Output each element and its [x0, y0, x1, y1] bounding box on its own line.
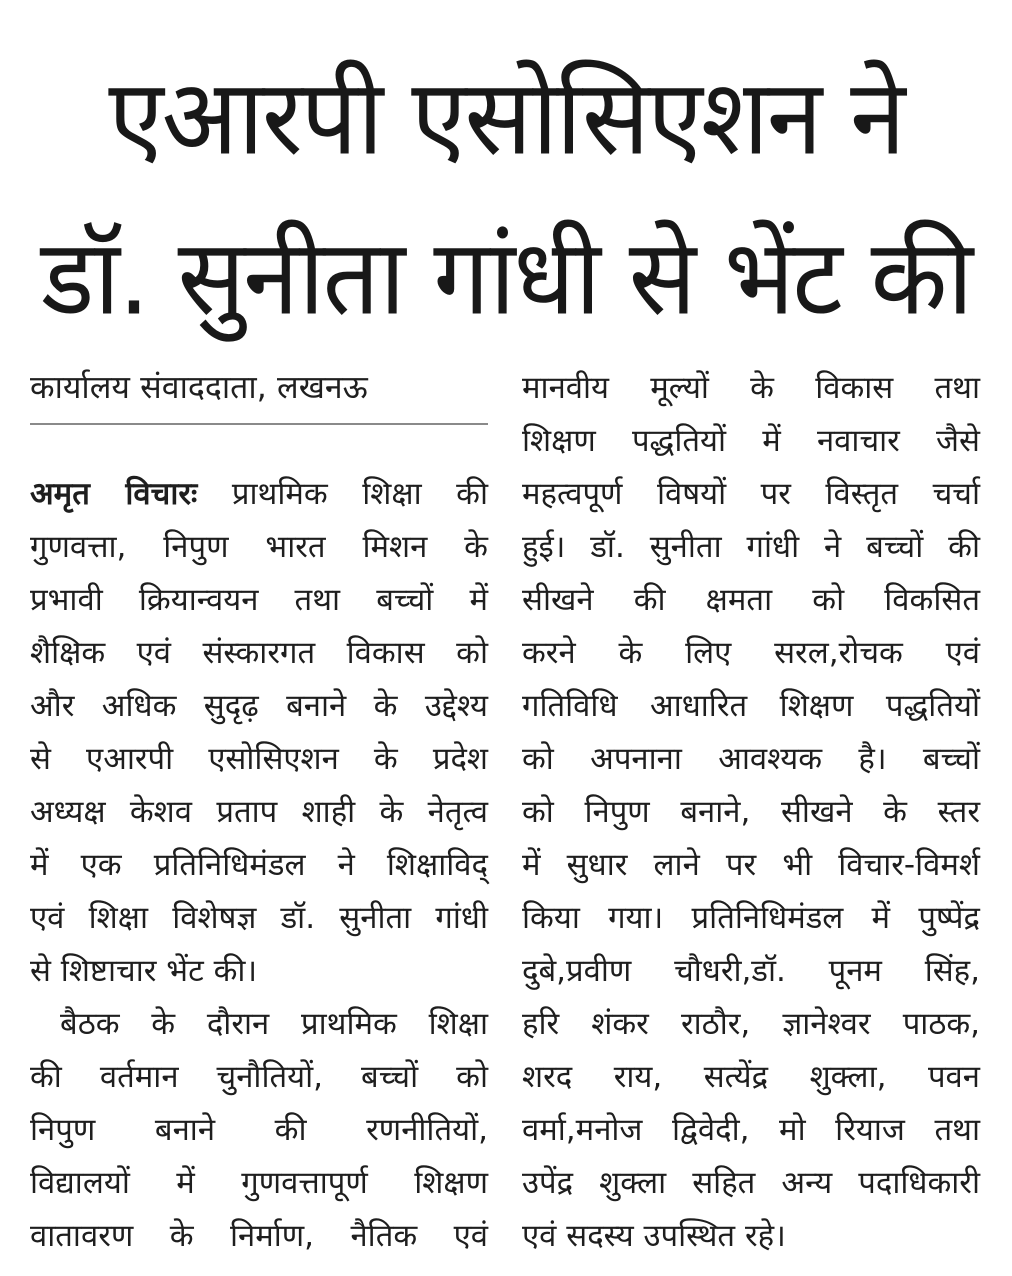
article-line: अध्यक्ष केशव प्रताप शाही के नेतृत्व — [30, 794, 488, 830]
article-line: उपेंद्र शुक्ला सहित अन्य पदाधिकारी — [522, 1165, 980, 1201]
article-line: किया गया। प्रतिनिधिमंडल में पुष्पेंद्र — [522, 900, 980, 936]
article-line: निपुण बनाने की रणनीतियों, — [30, 1112, 488, 1148]
article-line: सीखने की क्षमता को विकसित — [522, 582, 980, 618]
headline-line-2: डॉ. सुनीता गांधी से भेंट की — [40, 216, 972, 339]
article-line: प्रभावी क्रियान्वयन तथा बच्चों में — [30, 582, 488, 618]
article-line: को निपुण बनाने, सीखने के स्तर — [522, 794, 980, 830]
article-line: विद्यालयों में गुणवत्तापूर्ण शिक्षण — [30, 1165, 488, 1201]
article-line: की वर्तमान चुनौतियों, बच्चों को — [30, 1059, 488, 1095]
article-line: शरद राय, सत्येंद्र शुक्ला, पवन — [522, 1059, 980, 1095]
article-line: एवं सदस्य उपस्थित रहे। — [522, 1218, 786, 1254]
article-line: शैक्षिक एवं संस्कारगत विकास को — [30, 635, 488, 671]
article-line: हरि शंकर राठौर, ज्ञानेश्वर पाठक, — [522, 1006, 980, 1042]
headline-line-1: एआरपी एसोसिएशन ने — [108, 56, 904, 179]
article-line: को अपनाना आवश्यक है। बच्चों — [522, 741, 980, 777]
article-line: वर्मा,मनोज द्विवेदी, मो रियाज तथा — [522, 1112, 980, 1148]
article-column-left — [30, 468, 488, 1263]
article-line: से एआरपी एसोसिएशन के प्रदेश — [30, 741, 488, 777]
article-line: शिक्षण पद्धतियों में नवाचार जैसे — [522, 423, 980, 459]
article-line: वातावरण के निर्माण, नैतिक एवं — [30, 1218, 488, 1254]
byline-divider — [30, 423, 488, 425]
article-line: में सुधार लाने पर भी विचार-विमर्श — [522, 847, 980, 883]
article-line: दुबे,प्रवीण चौधरी,डॉ. पूनम सिंह, — [522, 953, 980, 989]
byline: कार्यालय संवाददाता, लखनऊ — [30, 368, 368, 406]
article-column-right — [522, 362, 980, 1263]
article-line: मानवीय मूल्यों के विकास तथा — [522, 370, 980, 406]
article-line: गतिविधि आधारित शिक्षण पद्धतियों — [522, 688, 980, 724]
article-line: महत्वपूर्ण विषयों पर विस्तृत चर्चा — [522, 476, 980, 512]
article-line: में एक प्रतिनिधिमंडल ने शिक्षाविद् — [30, 847, 488, 883]
article-line: करने के लिए सरल,रोचक एवं — [522, 635, 980, 671]
article-line: हुई। डॉ. सुनीता गांधी ने बच्चों की — [522, 529, 980, 565]
article-line: और अधिक सुदृढ़ बनाने के उद्देश्य — [30, 688, 488, 724]
article-line: से शिष्टाचार भेंट की। — [30, 953, 258, 989]
article-line: बैठक के दौरान प्राथमिक शिक्षा — [60, 1006, 488, 1042]
article-line: गुणवत्ता, निपुण भारत मिशन के — [30, 529, 488, 565]
article-lead: अमृत विचारः — [30, 476, 198, 512]
article-line: एवं शिक्षा विशेषज्ञ डॉ. सुनीता गांधी — [30, 900, 488, 936]
article-line: अमृत विचारः प्राथमिक शिक्षा की — [30, 476, 488, 512]
